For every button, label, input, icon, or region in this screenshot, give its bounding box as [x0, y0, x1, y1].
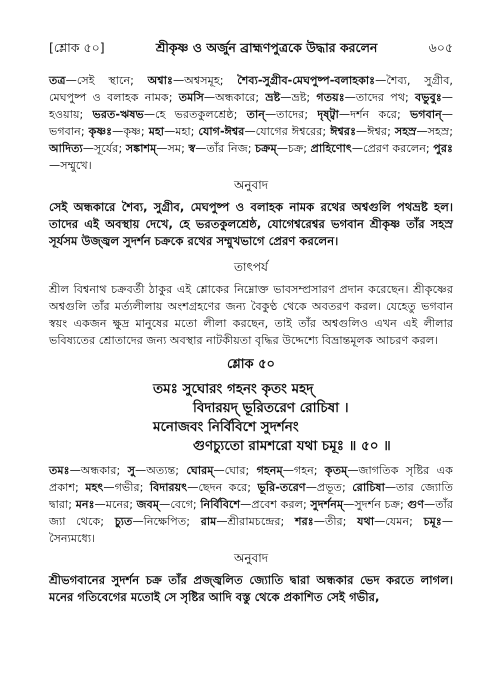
- sanskrit-term: কৃষ্ণঃ: [88, 125, 113, 138]
- term-meaning: —জাগতিক সৃষ্টির এক প্রকাশ;: [49, 464, 453, 494]
- word-meanings: [49, 462, 453, 547]
- sanskrit-term: যথা: [357, 515, 375, 528]
- verse-block: [49, 380, 453, 456]
- sanskrit-term: সুদর্শনম্: [310, 498, 344, 511]
- term-meaning: —সেই স্থানে;: [65, 74, 148, 87]
- running-header: [49, 40, 453, 60]
- translation-heading: অনুবাদ: [233, 178, 269, 192]
- term-meaning: —ঘোর;: [213, 464, 257, 477]
- verse-line: তমঃ সুঘোরং গহনং কৃতং মহদ্: [153, 381, 314, 397]
- term-meaning: —ভ্রষ্ট;: [280, 91, 317, 104]
- sanskrit-term: ভগবান্: [409, 108, 442, 121]
- sanskrit-term: চমূঃ: [423, 515, 442, 528]
- term-meaning: —শ্রীরামচন্দ্রের;: [216, 515, 295, 528]
- translation-text: শ্রীভগবানের সুদর্শন চক্র তাঁর প্রজ্জ্বলিত জ্যোতি দ্বারা অন্ধকার ভেদ করতে লাগল। মনের গতিবেগের মতোই সে সৃষ্টির আদি বস্তু থেকে প্রকাশিত সেই গভীর,: [49, 573, 453, 604]
- header-verse-ref: [শ্লোক ৫০]: [49, 40, 105, 55]
- term-meaning: —হওয়ায়;: [49, 91, 453, 121]
- sanskrit-term: আদিত্য: [49, 142, 83, 155]
- sanskrit-term: শৈব্য-সুগ্রীব-মেঘপুষ্প-বলাহকাঃ: [237, 74, 376, 87]
- term-meaning: —ঈশ্বর;: [356, 125, 395, 138]
- verse-line: মনোজবং নির্বিবিশে সুদর্শনং: [153, 419, 299, 435]
- term-meaning: —ছেদন করে;: [187, 481, 258, 494]
- term-meaning: —অন্ধকার;: [69, 464, 128, 477]
- term-meaning: —তাঁর জ্যা থেকে;: [49, 498, 454, 528]
- term-meaning: —গহন;: [282, 464, 325, 477]
- sanskrit-term: সঙ্কাশম্: [125, 142, 157, 155]
- page-number: ৬০৫: [428, 40, 453, 55]
- term-meaning: —তার জ্যোতি দ্বারা;: [49, 481, 453, 511]
- sanskrit-term: মহৎ: [85, 481, 104, 494]
- sanskrit-term: গুণ: [407, 498, 425, 511]
- sanskrit-term: মনঃ: [75, 498, 95, 511]
- translation-previous: সেই অন্ধকারে শৈব্য, সুগ্রীব, মেঘপুষ্প ও বলাহক নামক রথের অশ্বগুলি পথভ্রষ্ট হল। তাদের এই অবস্থায় দেখে, হে ভরতকুলশ্রেষ্ঠ, যোগেশ্বরেশ্বর ভগবান শ্রীকৃষ্ণ তাঁর সহস্র সূর্যসম উজ্জ্বল সুদর্শন চক্রকে রথের সম্মুখভাগে প্রেরণ করলেন।: [49, 200, 453, 248]
- term-meaning: —সুদর্শন চক্র;: [343, 498, 408, 511]
- sanskrit-term: কৃতম্: [324, 464, 348, 477]
- term-meaning: —বেগে;: [159, 498, 201, 511]
- sanskrit-term: গহনম্: [256, 464, 283, 477]
- term-meaning: —গভীর;: [103, 481, 150, 494]
- verse-line: বিদারয়দ্ ভূরিতরেণ রোচিষা ।: [193, 400, 349, 416]
- sanskrit-term: ঈশ্বরঃ: [330, 125, 357, 138]
- term-meaning: —হে ভরতকুলশ্রেষ্ঠ;: [143, 108, 247, 121]
- term-meaning: —মনের;: [94, 498, 137, 511]
- verse-line: গুণচ্যুতো রামশরো যথা চমূঃ ॥ ৫০ ॥: [193, 438, 391, 454]
- purport-text: শ্রীল বিশ্বনাথ চক্রবর্তী ঠাকুর এই শ্লোকের নিম্নোক্ত ভাবসম্প্রসারণ প্রদান করেছেন। শ্রীকৃষ্ণের অশ্বগুলি তাঁর মর্ত্যলীলায় অংশগ্রহণের জন্য বৈকুণ্ঠ থেকে অবতরণ করল। যেহেতু ভগবান স্বয়ং একজন ক্ষুদ্র মানুষের মতো লীলা করছেন, তাই তাঁর অশ্বগুলিও এখন এই লীলার ভবিষ্যতের শ্রোতাদের জন্য অবস্থার নাটকীয়তা বৃদ্ধির উদ্দেশ্যে বিভ্রান্তমূলক আচরণ করল।: [49, 283, 453, 347]
- sanskrit-term: তমঃ: [49, 464, 70, 477]
- term-meaning: —প্রেরণ করলেন;: [351, 142, 434, 155]
- term-meaning: —সম;: [156, 142, 189, 155]
- term-meaning: —নিক্ষেপিত;: [132, 515, 201, 528]
- sanskrit-term: তমসি: [178, 91, 204, 104]
- sanskrit-term: দৃষ্ট্বা: [317, 108, 339, 121]
- sanskrit-term: বিদারয়ৎ: [149, 481, 188, 494]
- term-meaning: —প্রভূত;: [305, 481, 353, 494]
- term-meaning: —সূর্যের;: [82, 142, 126, 155]
- word-meanings-previous: [49, 72, 453, 174]
- sanskrit-term: মহা: [148, 125, 165, 138]
- verse-title: শ্লোক ৫০: [226, 357, 276, 372]
- term-meaning: —সম্মুখে।: [49, 159, 92, 172]
- sanskrit-term: তান্: [246, 108, 265, 121]
- sanskrit-term: গতয়ঃ: [316, 91, 345, 104]
- sanskrit-term: ভরত-ঋষভ: [92, 108, 144, 121]
- term-meaning: —অত্যন্ত;: [135, 464, 187, 477]
- sanskrit-term: পুরঃ: [433, 142, 454, 155]
- purport-heading: তাৎপর্য: [234, 260, 268, 274]
- term-meaning: —শৈব্য, সুগ্রীব, মেঘপুষ্প ও বলাহক নামক;: [49, 74, 453, 104]
- term-meaning: —কৃষ্ণ;: [112, 125, 149, 138]
- sanskrit-term: ঘোরম্: [186, 464, 214, 477]
- sanskrit-term: বভুবুঃ: [415, 91, 442, 104]
- sanskrit-term: শরঃ: [295, 515, 314, 528]
- term-meaning: —তীর;: [313, 515, 358, 528]
- sanskrit-term: রাম: [200, 515, 217, 528]
- sanskrit-term: যোগ-ঈশ্বর: [198, 125, 245, 138]
- term-meaning: —অন্ধকারে;: [203, 91, 266, 104]
- term-meaning: —সহস্র;: [416, 125, 453, 138]
- sanskrit-term: তত্র: [49, 74, 66, 87]
- term-meaning: —তাদের;: [264, 108, 318, 121]
- term-meaning: —চক্র;: [276, 142, 311, 155]
- sanskrit-term: অশ্বাঃ: [147, 74, 173, 87]
- translation-heading: অনুবাদ: [233, 551, 269, 565]
- term-meaning: —ভগবান;: [49, 108, 453, 138]
- term-meaning: —যোগের ঈশ্বরের;: [244, 125, 331, 138]
- sanskrit-term: স্ব: [188, 142, 196, 155]
- term-meaning: —মহা;: [164, 125, 199, 138]
- sanskrit-term: চ্যুত: [114, 515, 133, 528]
- term-meaning: —সৈন্যমধ্যে।: [49, 515, 454, 545]
- sanskrit-term: সহস্র: [394, 125, 417, 138]
- sanskrit-term: সু: [127, 464, 136, 477]
- header-chapter-title: শ্রীকৃষ্ণ ও অর্জুন ব্রাহ্মণপুত্রকে উদ্ধার করলেন: [155, 40, 378, 55]
- term-meaning: —তাঁর নিজ;: [195, 142, 256, 155]
- sanskrit-term: চক্রম্: [255, 142, 277, 155]
- term-meaning: —দর্শন করে;: [338, 108, 410, 121]
- term-meaning: —অশ্বসমূহ;: [172, 74, 238, 87]
- sanskrit-term: ভ্রষ্ট: [265, 91, 281, 104]
- term-meaning: —প্রবেশ করল;: [240, 498, 311, 511]
- sanskrit-term: ভূরি-তরেণ: [257, 481, 306, 494]
- sanskrit-term: প্রাহিণোৎ: [310, 142, 352, 155]
- sanskrit-term: জবম্: [136, 498, 160, 511]
- term-meaning: —তাদের পথ;: [344, 91, 416, 104]
- term-meaning: —যেমন;: [374, 515, 424, 528]
- sanskrit-term: রোচিষা: [352, 481, 385, 494]
- sanskrit-term: নির্বিবিশে: [200, 498, 241, 511]
